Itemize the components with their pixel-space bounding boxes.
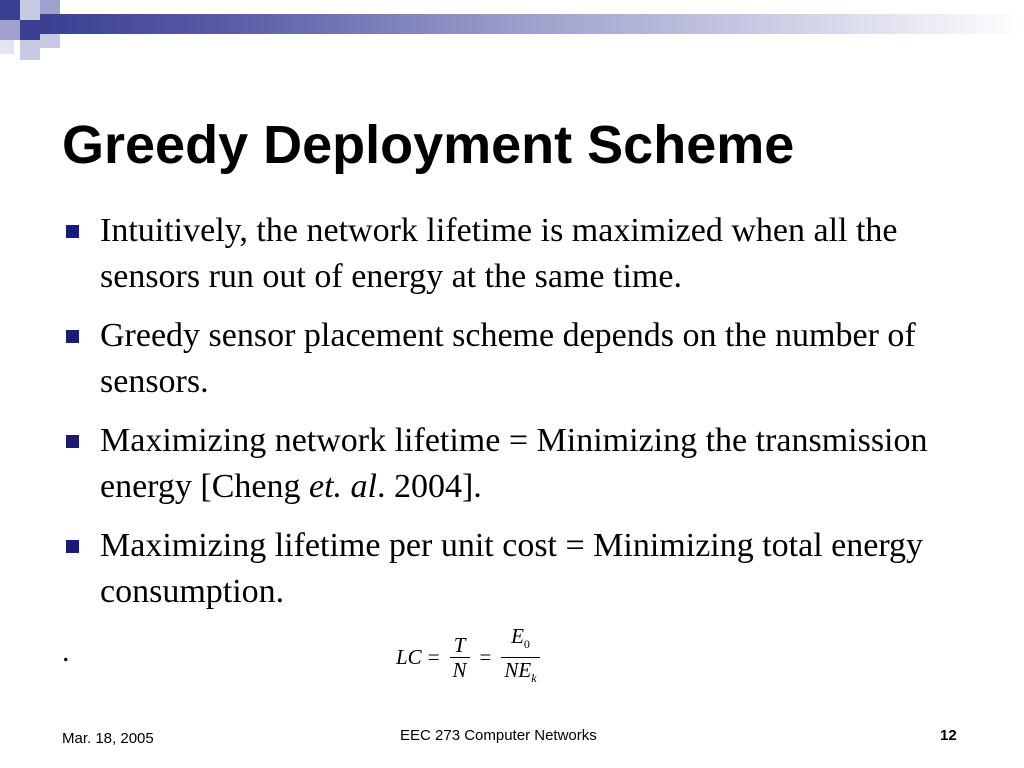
bullet-square-icon (66, 540, 79, 553)
fraction-2-denominator (501, 658, 539, 690)
bullet-item (62, 523, 962, 615)
decor-square-1 (0, 0, 20, 20)
bullet-item (62, 418, 962, 510)
formula-equals-2: = (479, 644, 492, 669)
fraction-2-num-subscript: 0 (523, 637, 530, 652)
formula-fraction-1 (450, 633, 470, 682)
decor-square-7 (20, 40, 40, 60)
bullet-list (62, 208, 962, 628)
footer-page-number: 12 (940, 727, 957, 744)
decor-square-5 (20, 20, 40, 40)
footer-date: Mar. 18, 2005 (62, 730, 154, 747)
bullet-item (62, 208, 962, 300)
fraction-2-den-subscript: k (531, 670, 537, 685)
decor-square-8 (0, 40, 14, 54)
bullet-text: Intuitively, the network lifetime is maximized when all the sensors run out of energy at the same time. (100, 212, 898, 295)
header-gradient-bar (40, 14, 1024, 34)
bullet-text: Maximizing network lifetime = Minimizing the transmission energy [Cheng (100, 422, 928, 505)
decor-square-3 (40, 0, 60, 14)
bullet-square-icon (66, 435, 79, 448)
bullet-square-icon (66, 225, 79, 238)
decor-square-6 (40, 34, 60, 48)
formula-equals: = (427, 644, 440, 669)
stray-period: . (62, 635, 70, 668)
bullet-citation-italic: et. al (308, 468, 377, 505)
formula (396, 624, 544, 690)
formula-lhs: LC (396, 644, 422, 669)
bullet-item (62, 313, 962, 405)
fraction-2-numerator (508, 624, 533, 656)
decor-square-4 (0, 20, 20, 40)
fraction-1-denominator: N (452, 657, 467, 682)
slide-title: Greedy Deployment Scheme (62, 115, 795, 176)
fraction-1-numerator: T (453, 632, 466, 657)
fraction-2-den-symbol: NE (504, 657, 532, 682)
formula-fraction-2 (501, 624, 539, 689)
footer-course-name: EEC 273 Computer Networks (400, 727, 597, 744)
bullet-text: Greedy sensor placement scheme depends on the number of sensors. (100, 317, 916, 400)
bullet-square-icon (66, 330, 79, 343)
fraction-2-num-symbol: E (511, 624, 524, 649)
decor-square-2 (20, 0, 40, 20)
bullet-text: Maximizing lifetime per unit cost = Minimizing total energy consumption. (100, 527, 924, 610)
bullet-text-end: . 2004]. (376, 468, 482, 505)
